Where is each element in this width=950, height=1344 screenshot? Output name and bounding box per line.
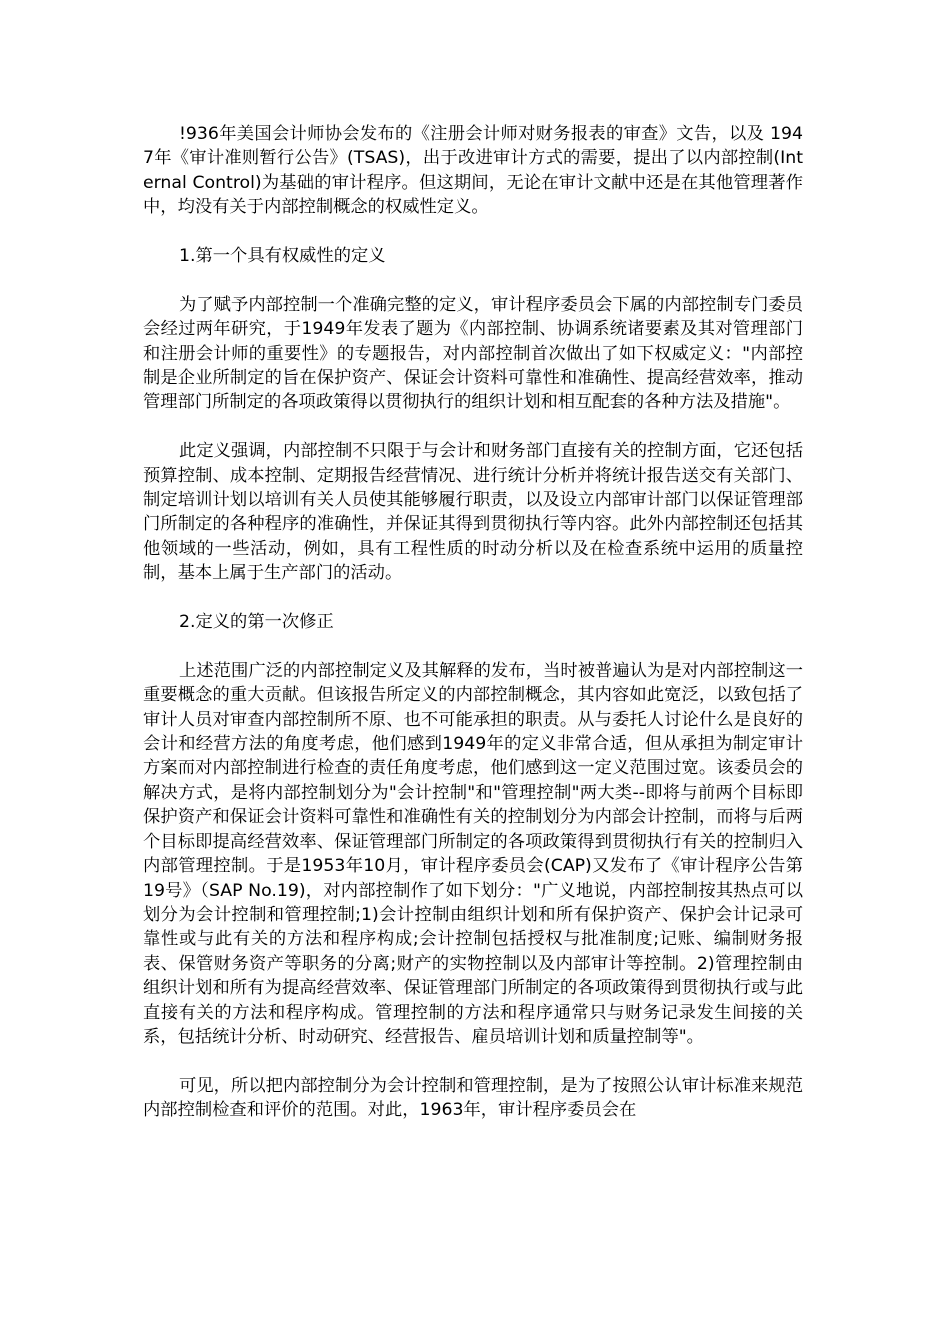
paragraph-spacer <box>143 634 803 658</box>
paragraph-spacer <box>143 415 803 439</box>
paragraph-spacer <box>143 1049 803 1073</box>
paragraph-spacer <box>143 268 803 292</box>
paragraph-spacer <box>143 220 803 244</box>
paragraph-intro: !936年美国会计师协会发布的《注册会计师对财务报表的审查》文告，以及 1947年《审计准则暂行公告》(TSAS)，出于改进审计方式的需要，提出了以内部控制(Internal Control)为基础的审计程序。但这期间，无论在审计文献中还是在其他管理著作中，均没有关于内部控制概念的权威性定义。 <box>143 124 803 218</box>
paragraph-spacer <box>143 586 803 610</box>
paragraph-definition-1949: 为了赋予内部控制一个准确完整的定义，审计程序委员会下属的内部控制专门委员会经过两年研究，于1949年发表了题为《内部控制、协调系统诸要素及其对管理部门和注册会计师的重要性》的专题报告，对内部控制首次做出了如下权威定义："内部控制是企业所制定的旨在保护资产、保证会计资料可靠性和准确性、提高经营效率，推动管理部门所制定的各项政策得以贯彻执行的组织计划和相互配套的各种方法及措施"。 <box>143 294 803 413</box>
document-body <box>143 122 803 1123</box>
section-heading-2: 2.定义的第一次修正 <box>179 612 334 633</box>
paragraph-definition-scope: 此定义强调，内部控制不只限于与会计和财务部门直接有关的控制方面，它还包括预算控制、成本控制、定期报告经营情况、进行统计分析并将统计报告送交有关部门、制定培训计划以培训有关人员使其能够履行职责，以及设立内部审计部门以保证管理部门所制定的各种程序的准确性，并保证其得到贯彻执行等内容。此外内部控制还包括其他领域的一些活动，例如，具有工程性质的时动分析以及在检查系统中运用的质量控制，基本上属于生产部门的活动。 <box>143 441 803 584</box>
paragraph-conclusion: 可见，所以把内部控制分为会计控制和管理控制，是为了按照公认审计标准来规范内部控制检查和评价的范围。对此，1963年，审计程序委员会在 <box>143 1075 803 1121</box>
section-heading-1: 1.第一个具有权威性的定义 <box>179 246 386 267</box>
paragraph-first-revision: 上述范围广泛的内部控制定义及其解释的发布，当时被普遍认为是对内部控制这一重要概念的重大贡献。但该报告所定义的内部控制概念，其内容如此宽泛，以致包括了审计人员对审查内部控制所不原、也不可能承担的职责。从与委托人讨论什么是良好的会计和经营方法的角度考虑，他们感到1949年的定义非常合适，但从承担为制定审计方案而对内部控制进行检查的责任角度考虑，他们感到这一定义范围过宽。该委员会的解决方式，是将内部控制划分为"会计控制"和"管理控制"两大类--即将与前两个目标即保护资产和保证会计资料可靠性和准确性有关的控制划分为内部会计控制，而将与后两个目标即提高经营效率、保证管理部门所制定的各项政策得到贯彻执行有关的控制归入内部管理控制。于是1953年10月，审计程序委员会(CAP)又发布了《审计程序公告第19号》（SAP No.19)，对内部控制作了如下划分："广义地说，内部控制按其热点可以划分为会计控制和管理控制;1)会计控制由组织计划和所有保护资产、保护会计记录可靠性或与此有关的方法和程序构成;会计控制包括授权与批准制度;记账、编制财务报表、保管财务资产等职务的分离;财产的实物控制以及内部审计等控制。2)管理控制由组织计划和所有为提高经营效率、保证管理部门所制定的各项政策得到贯彻执行或与此直接有关的方法和程序构成。管理控制的方法和程序通常只与财务记录发生间接的关系，包括统计分析、时动研究、经营报告、雇员培训计划和质量控制等"。 <box>143 660 803 1047</box>
